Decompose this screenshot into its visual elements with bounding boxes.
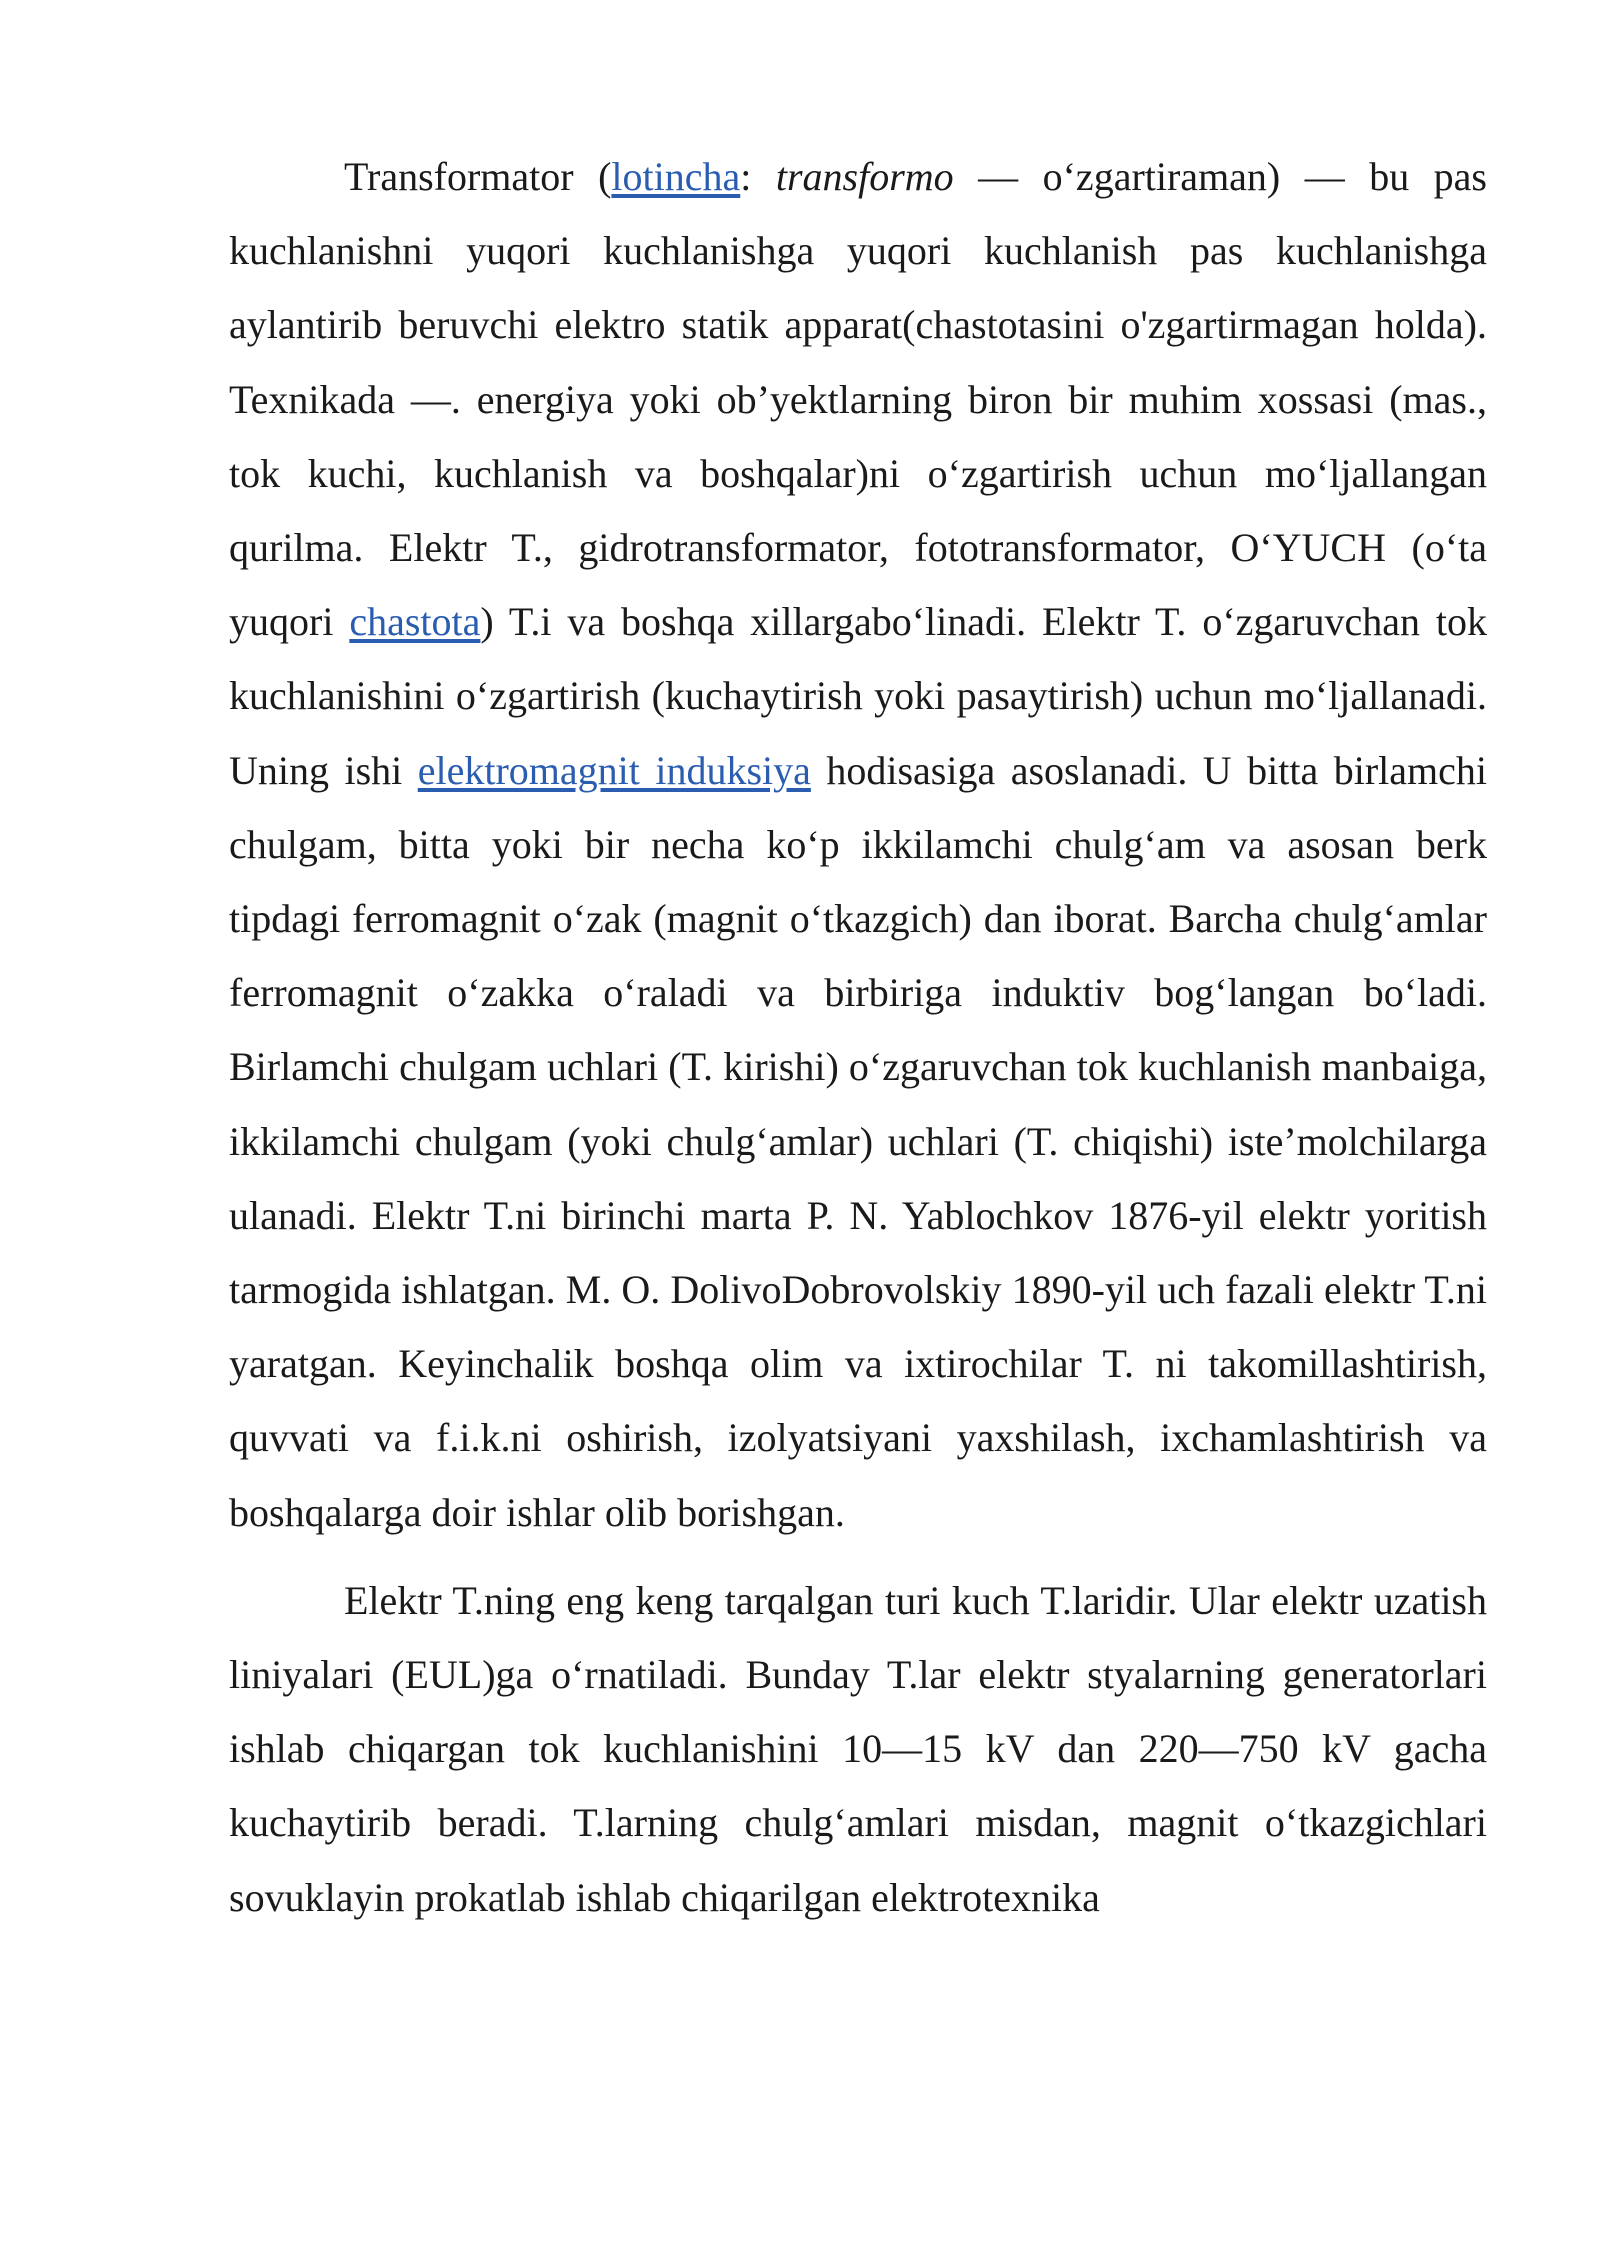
paragraph-1-colon: :	[740, 154, 776, 199]
link-elektromagnit-induksiya[interactable]: elektromagnit induksiya	[417, 747, 811, 793]
paragraph-1	[229, 140, 1487, 1550]
link-chastota[interactable]: chastota	[349, 599, 481, 645]
paragraph-1-text-mid2: ) T.i va boshqa xillargaboʻlinadi. Elektr T. oʻzgaruvchan tok kuchlanishini oʻzgartirish (kuchaytirish yoki pasaytirish) uchun moʻljallanadi. Uning ishi	[229, 599, 1487, 793]
document-body	[229, 140, 1487, 1935]
link-lotincha[interactable]: lotincha	[611, 154, 741, 199]
paragraph-1-text-end: hodisasiga asoslanadi. U bitta birlamchi chulgam, bitta yoki bir necha koʻp ikkilamchi chulgʻam va asosan berk tipdagi ferromagnit oʻzak (magnit oʻtkazgich) dan iborat. Barcha chulgʻamlar ferromagnit oʻzakka oʻraladi va birbiriga induktiv bogʻlangan boʻladi. Birlamchi chulgam uchlari (T. kirishi) oʻzgaruvchan tok kuchlanish manbaiga, ikkilamchi chulgam (yoki chulgʻamlar) uchlari (T. chiqishi) iste’molchilarga ulanadi. Elektr T.ni birinchi marta P. N. Yablochkov 1876-yil elektr yoritish tarmogida ishlatgan. M. O. DolivoDobrovolskiy 1890-yil uch fazali elektr T.ni yaratgan. Keyinchalik boshqa olim va ixtirochilar T. ni takomillashtirish, quvvati va f.i.k.ni oshirish, izolyatsiyani yaxshilash, ixchamlashtirish va boshqalarga doir ishlar olib borishgan.	[229, 747, 1487, 1535]
paragraph-2: Elektr T.ning eng keng tarqalgan turi kuch T.laridir. Ular elektr uzatish liniyalari (EUL)ga oʻrnatiladi. Bunday T.lar elektr styalarning generatorlari ishlab chiqargan tok kuchlanishini 10—15 kV dan 220—750 kV gacha kuchaytirib beradi. T.larning chulgʻamlari misdan, magnit oʻtkazgichlari sovuklayin prokatlab ishlab chiqarilgan elektrotexnika	[229, 1577, 1487, 1920]
paragraph-1-text-mid: — oʻzgartiraman) — bu pas kuchlanishni yuqori kuchlanishga yuqori kuchlanish pas kuchlanishga aylantirib beruvchi elektro statik apparat(chastotasini o'zgartirmagan holda). Texnikada —. energiya yoki ob’yektlarning biron bir muhim xossasi (mas., tok kuchi, kuchlanish va boshqalar)ni oʻzgartirish uchun moʻljallangan qurilma. Elektr T., gidrotransformator, fototransformator, OʻYUCH (oʻta yuqori	[229, 154, 1487, 645]
term-transformo: transformo	[775, 154, 954, 199]
paragraph-1-text-start: Transformator (	[344, 154, 612, 199]
